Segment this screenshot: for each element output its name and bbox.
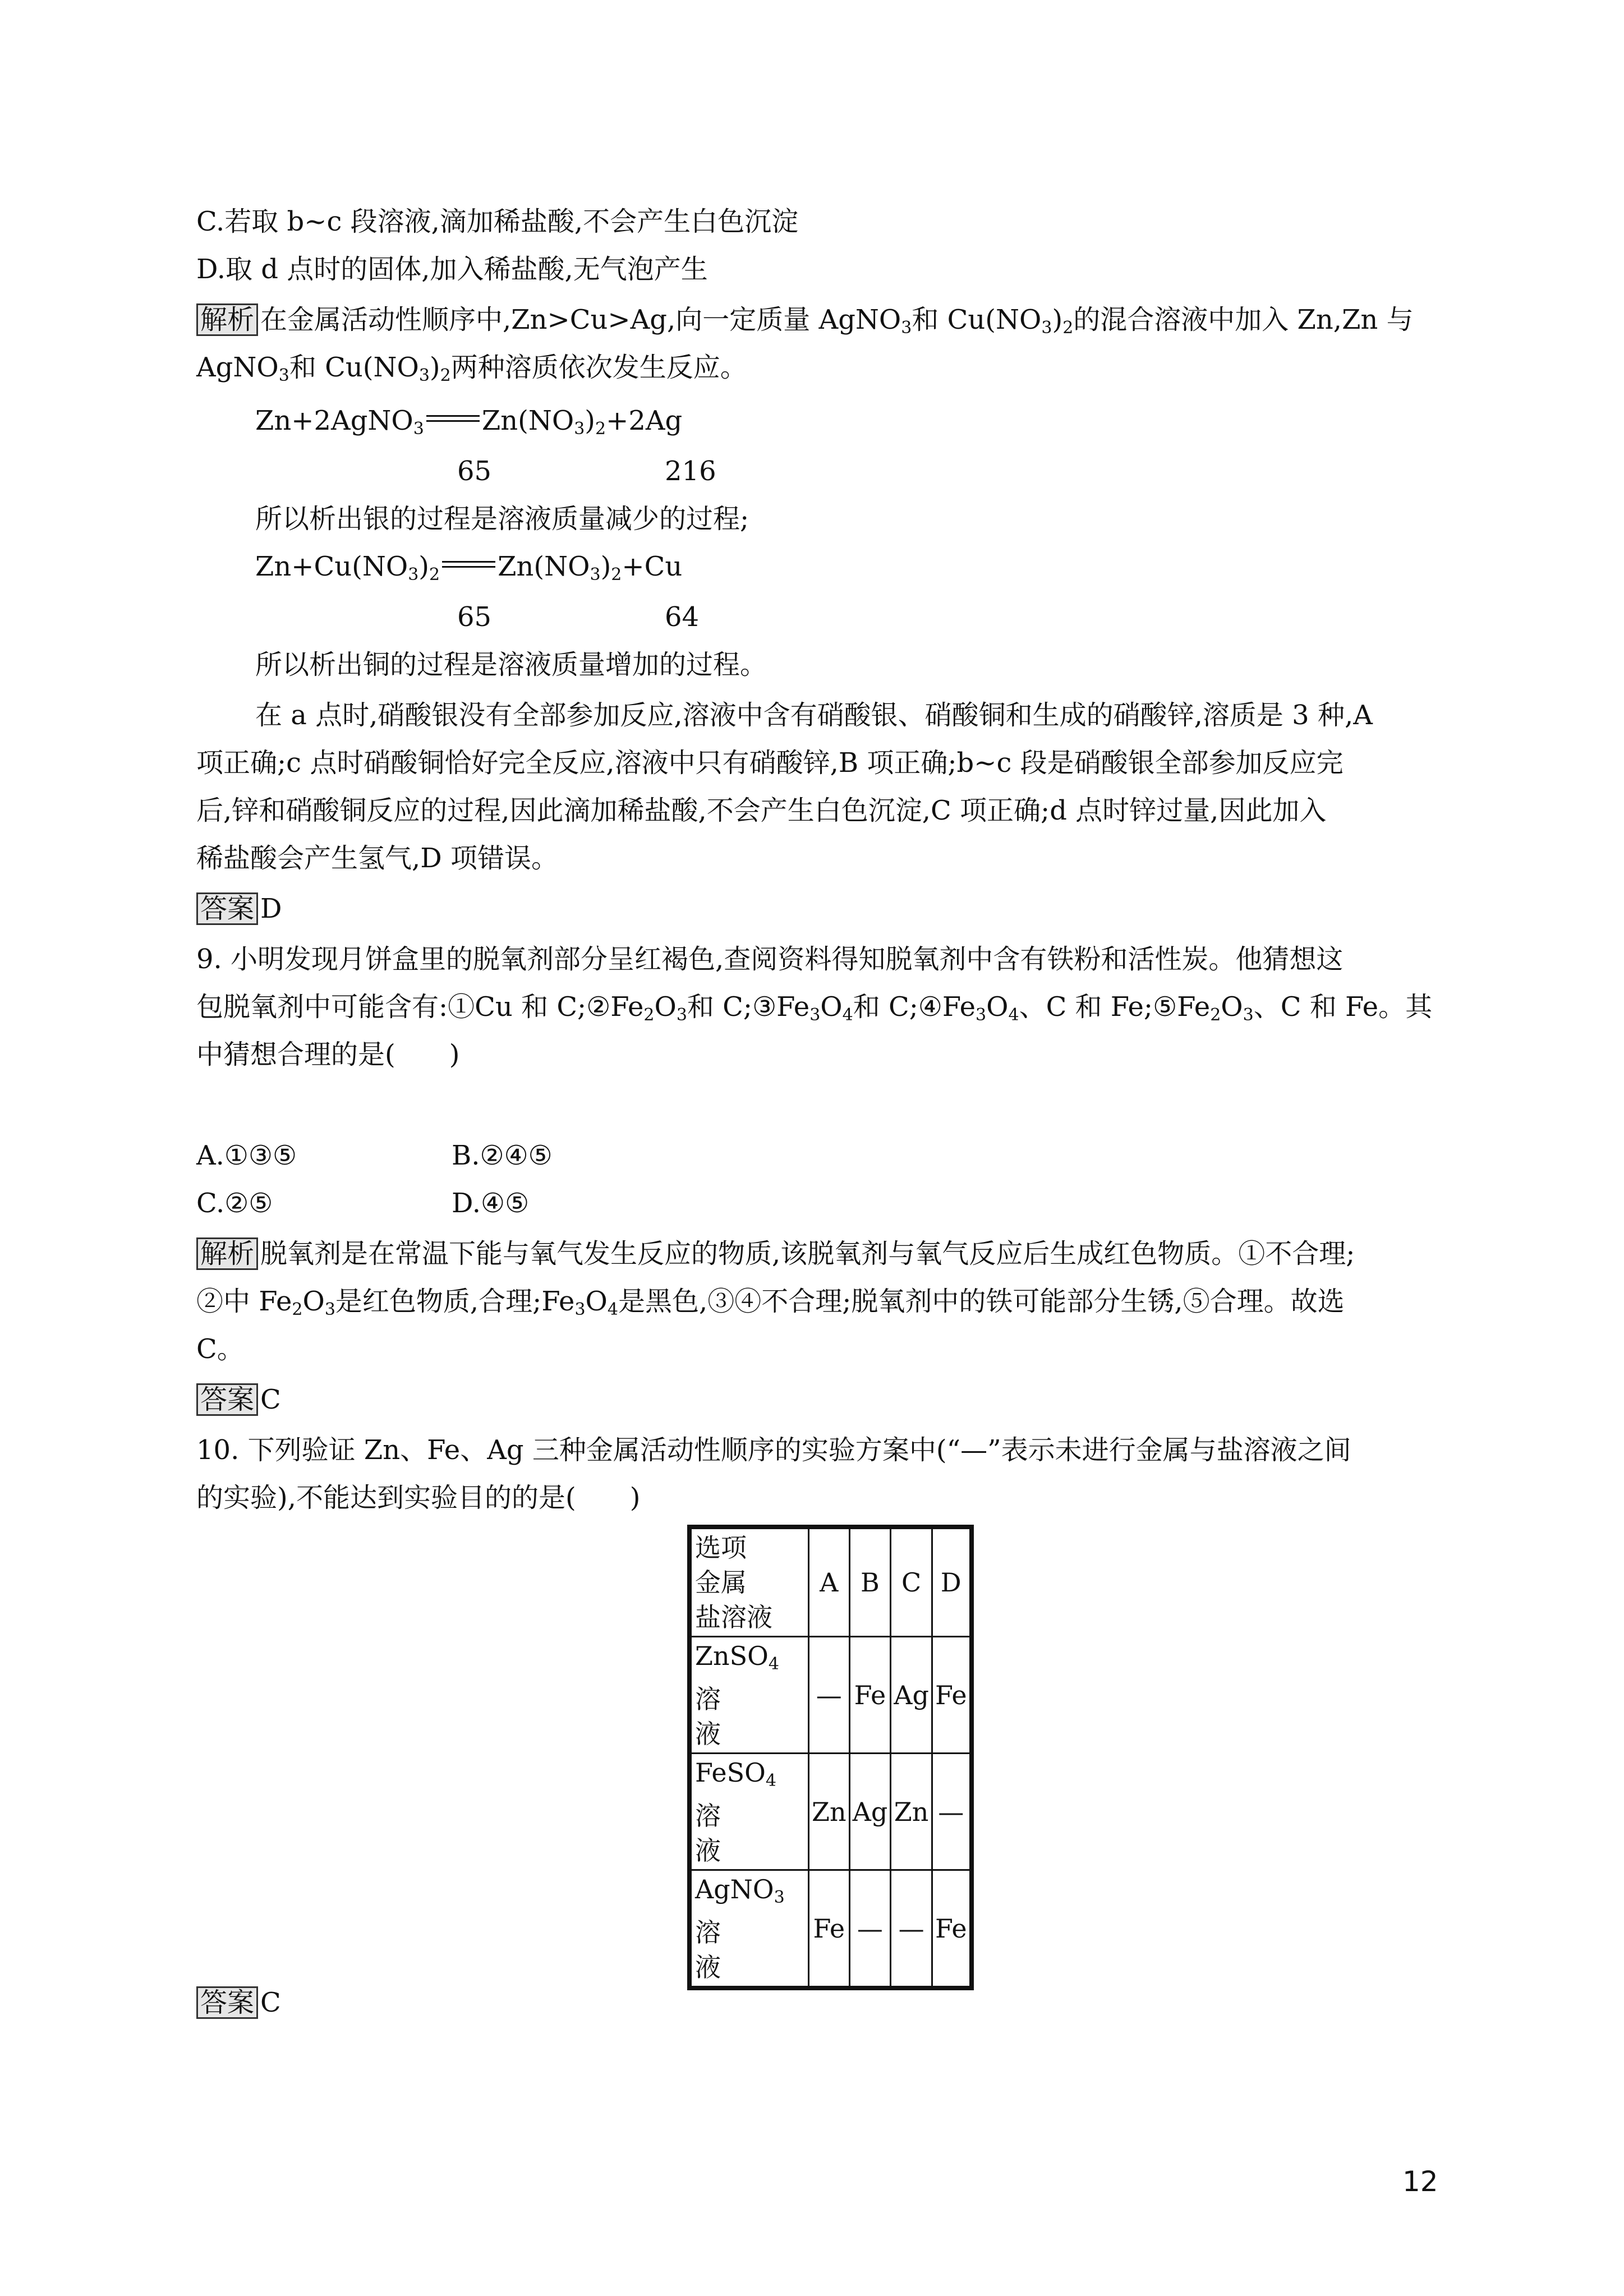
equals-sign	[426, 415, 480, 422]
q8-option-d: D.取 d 点时的固体,加入稀盐酸,无气泡产生	[196, 254, 708, 285]
q10-stem-line-1: 10. 下列验证 Zn、Fe、Ag 三种金属活动性顺序的实验方案中(“—”表示未进行金属与盐溶液之间	[196, 1434, 1351, 1466]
row-label-feso4: FeSO$_4$ 溶 液	[689, 1754, 809, 1870]
page-number: 12	[1402, 2165, 1438, 2198]
q8-explanation-line-2: 项正确;c 点时硝酸铜恰好完全反应,溶液中只有硝酸锌,B 项正确;b~c 段是硝酸银全部参加反应完	[196, 747, 1344, 779]
q9-stem-line-1: 9. 小明发现月饼盒里的脱氧剂部分呈红褐色,查阅资料得知脱氧剂中含有铁粉和活性炭。他猜想这	[196, 944, 1344, 975]
q8-explanation-line-4: 稀盐酸会产生氢气,D 项错误。	[196, 843, 559, 874]
q8-explanation-line-1: 在 a 点时,硝酸银没有全部参加反应,溶液中含有硝酸银、硝酸铜和生成的硝酸锌,溶质是 3 种,A	[255, 700, 1373, 731]
table-cell: —	[809, 1637, 850, 1754]
equation-1-mass-a: 65	[457, 455, 492, 487]
q10-stem-line-2: 的实验),不能达到实验目的的是( )	[196, 1482, 641, 1513]
q8-option-c: C.若取 b~c 段溶液,滴加稀盐酸,不会产生白色沉淀	[196, 206, 799, 237]
table-cell: Fe	[809, 1870, 850, 1989]
table-cell: Ag	[849, 1754, 891, 1870]
q9-stem-line-3: 中猜想合理的是( )	[196, 1039, 460, 1070]
table-cell: Fe	[932, 1637, 971, 1754]
equation-2-mass-b: 64	[665, 601, 700, 633]
equation-1-mass-b: 216	[665, 455, 716, 487]
table-cell: Ag	[891, 1637, 932, 1754]
experiment-table	[687, 1525, 974, 1990]
answer-label: 答案	[196, 1986, 258, 2019]
q9-stem-line-2: 包脱氧剂中可能含有:①Cu 和 $C;②Fe_2O_3$和 $C;③Fe_3O_4$和 $C;④Fe_3O_4$、C 和 $Fe;⑤Fe_2O_3$、C 和 Fe。其	[196, 991, 1433, 1025]
equation-2-mass-a: 65	[457, 601, 492, 633]
q9-answer: 答案 C	[196, 1383, 281, 1416]
table-corner-header: 选项 金属 盐溶液	[689, 1527, 809, 1637]
table-cell: Zn	[809, 1754, 850, 1870]
table-cell: —	[932, 1754, 971, 1870]
answer-label: 答案	[196, 1383, 258, 1416]
q9-option-c: C.②⑤	[196, 1188, 273, 1219]
q9-analysis-line-3: C。	[196, 1333, 244, 1365]
q8-answer: 答案 D	[196, 892, 282, 926]
q8-analysis-line-1: 解析 在金属活动性顺序中,Zn>Cu>Ag,向一定质量 AgNO$_3$和 $Cu(NO_3)_2$的混合溶液中加入 Zn,Zn 与	[196, 303, 1414, 345]
table-row	[689, 1870, 972, 1989]
analysis-label: 解析	[196, 1237, 258, 1270]
analysis-label: 解析	[196, 303, 258, 336]
equation-2-note: 所以析出铜的过程是溶液质量增加的过程。	[255, 649, 767, 680]
table-row	[689, 1637, 972, 1754]
q9-option-b: B.②④⑤	[452, 1140, 553, 1171]
q9-option-d: D.④⑤	[452, 1188, 530, 1219]
table-header-row	[689, 1527, 972, 1637]
equation-1-note: 所以析出银的过程是溶液质量减少的过程;	[255, 503, 749, 535]
column-header-d: D	[932, 1527, 971, 1637]
column-header-c: C	[891, 1527, 932, 1637]
column-header-a: A	[809, 1527, 850, 1637]
q9-analysis-line-1: 解析 脱氧剂是在常温下能与氧气发生反应的物质,该脱氧剂与氧气反应后生成红色物质。①不合理;	[196, 1237, 1355, 1271]
table-cell: Fe	[849, 1637, 891, 1754]
table-cell: Fe	[932, 1870, 971, 1989]
equals-sign	[442, 561, 495, 568]
column-header-b: B	[849, 1527, 891, 1637]
answer-label: 答案	[196, 892, 258, 925]
q9-option-a: A.①③⑤	[196, 1140, 297, 1171]
row-label-znso4: ZnSO$_4$ 溶 液	[689, 1637, 809, 1754]
table-cell: Zn	[891, 1754, 932, 1870]
q8-explanation-line-3: 后,锌和硝酸铜反应的过程,因此滴加稀盐酸,不会产生白色沉淀,C 项正确;d 点时锌过量,因此加入	[196, 795, 1327, 826]
q8-analysis-line-2: AgNO$_3$和 $Cu(NO_3)_2$两种溶质依次发生反应。	[196, 352, 747, 385]
table-row	[689, 1754, 972, 1870]
table-cell: —	[891, 1870, 932, 1989]
equation-1: Zn+2AgNO$_3$ $Zn(NO_3)_2+2Ag$	[255, 405, 683, 439]
equation-2: $Zn+Cu(NO_3)_2$ $Zn(NO_3)_2+Cu$	[255, 551, 683, 585]
table-cell: —	[849, 1870, 891, 1989]
q10-answer: 答案 C	[196, 1986, 281, 2019]
row-label-agno3: AgNO$_3$ 溶 液	[689, 1870, 809, 1989]
q9-analysis-line-2: ②中 $Fe_2O_3$是红色物质,合理$;Fe_3O_4$是黑色,③④不合理;脱氧剂中的铁可能部分生锈,⑤合理。故选	[196, 1286, 1345, 1319]
